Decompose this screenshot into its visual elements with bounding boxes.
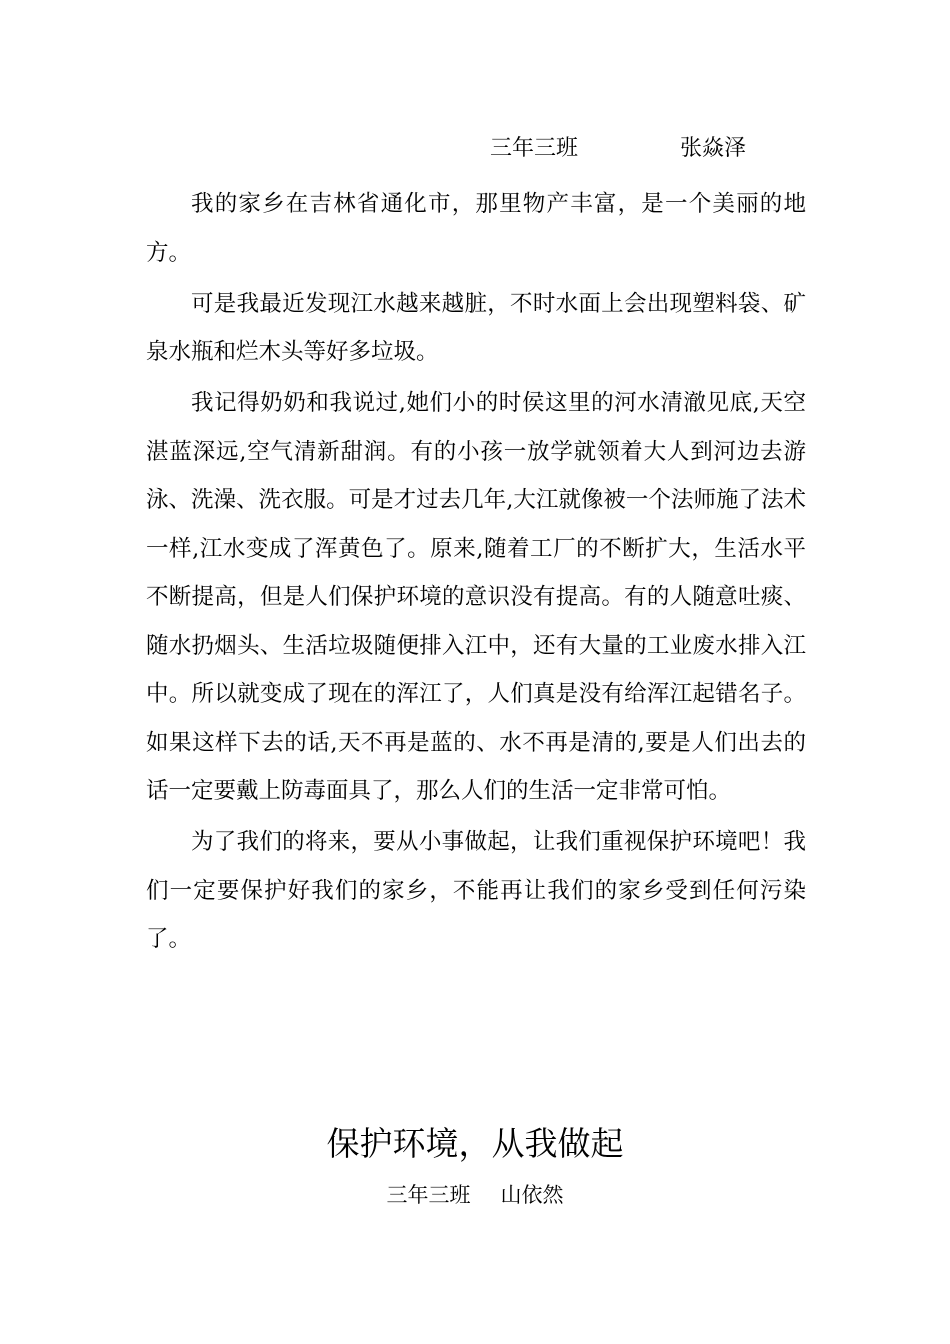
essay1-byline [0,132,950,166]
essay2-title: 保护环境，从我做起 [326,1124,624,1163]
essay1-author: 张焱泽 [680,136,747,161]
essay1-paragraph-2: 可是我最近发现江水越来越脏，不时水面上会出现塑料袋、矿泉水瓶和烂木头等好多垃圾。 [146,290,806,365]
essay1-paragraph-3: 我记得奶奶和我说过,她们小的时侯这里的河水清澈见底,天空湛蓝深远,空气清新甜润。有的小孩一放学就领着大人到河边去游泳、洗澡、洗衣服。可是才过去几年,大江就像被一个法师施了法术一样,江水变成了浑黄色了。原来,随着工厂的不断扩大，生活水平不断提高，但是人们保护环境的意识没有提高。有的人随意吐痰、随水扔烟头、生活垃圾随便排入江中，还有大量的工业废水排入江中。所以就变成了现在的浑江了，人们真是没有给浑江起错名子。如果这样下去的话,天不再是蓝的、水不再是清的,要是人们出去的话一定要戴上防毒面具了，那么人们的生活一定非常可怕。 [146,390,806,804]
essay2-author: 山依然 [500,1183,564,1207]
essay1-paragraph-1: 我的家乡在吉林省通化市，那里物产丰富，是一个美丽的地方。 [146,191,806,266]
essay1-paragraph-4: 为了我们的将来，要从小事做起，让我们重视保护环境吧！我们一定要保护好我们的家乡，不能再让我们的家乡受到任何污染了。 [146,829,806,952]
essay1-class-name: 三年三班 [490,136,579,161]
essay2-byline [0,1180,950,1210]
essay2-class-name: 三年三班 [386,1183,471,1207]
essay1-body [146,180,806,966]
